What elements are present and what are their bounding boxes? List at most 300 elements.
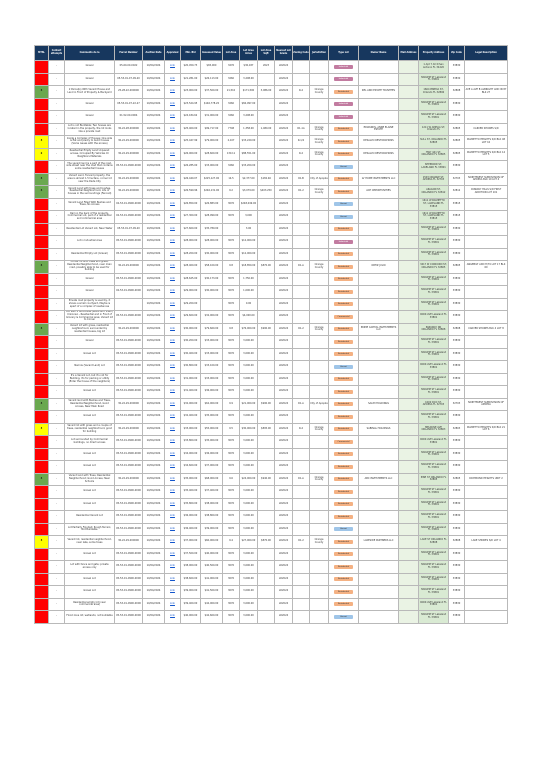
parcel-cell: 05-53-01-0900-0000 (115, 336, 143, 349)
zoning-cell: R1-A (293, 473, 310, 486)
bid-cell: $29,200.00 (181, 298, 201, 311)
table-row[interactable] (35, 436, 508, 449)
appraisal-cell[interactable]: Link (165, 173, 181, 186)
owner-cell: ABC INVESTMENTS LLC (359, 473, 399, 486)
appraisal-cell[interactable]: Link (165, 361, 181, 374)
grade-cell: LD2024 (275, 598, 293, 611)
grade-cell: LD2024 (275, 573, 293, 586)
appraisal-cell[interactable]: Link (165, 448, 181, 461)
zip-cell: 33830 (449, 448, 465, 461)
column-header[interactable]: Assessed Value (201, 46, 223, 61)
grade-cell: LD2024 (275, 523, 293, 536)
acres-cell: $84,997.00 (240, 98, 258, 111)
table-row[interactable] (35, 186, 508, 199)
lot-type-badge: Residential (334, 465, 353, 469)
appraisal-cell[interactable]: Link (165, 161, 181, 174)
owner-cell (359, 161, 399, 174)
appraisal-cell[interactable]: Link (165, 198, 181, 211)
column-header[interactable]: Comments de la (65, 46, 115, 61)
comment-cell: The vacant land is a part of the road, side street near the road that contains some residential houses (65, 161, 115, 174)
table-row[interactable] (35, 611, 508, 624)
appraisal-cell[interactable]: Link (165, 136, 181, 149)
table-row[interactable] (35, 473, 508, 486)
column-header[interactable]: Type Lot (329, 46, 359, 61)
table-row[interactable] (35, 323, 508, 336)
comment-cell: It's a Vacant Lot, but it's not for Building, it's for parking or utility (Enter the house of the neighbors) (65, 373, 115, 386)
juris-cell (310, 436, 329, 449)
date-cell: 10/04/2024 (143, 323, 165, 336)
appraisal-cell[interactable]: Link (165, 436, 181, 449)
prop-cell: HARLEM ST Lakeland FL 33801 (419, 511, 449, 524)
column-header[interactable]: Zip Code (449, 46, 465, 61)
table-body (35, 61, 508, 624)
lot-type-cell (329, 473, 359, 486)
prop-cell: ARAGON ST, ORLANDO FL 32812 (419, 186, 449, 199)
area-cell: 9.4 (223, 536, 240, 549)
acres-cell: $4,000.00 (240, 311, 258, 324)
legal-cell (465, 211, 508, 224)
prop-cell: HARLEM ST Lakeland FL 33801 (419, 448, 449, 461)
parcel-cell: 05-53-01-07-22-27 (115, 98, 143, 111)
bid-cell: $29,600.00 (181, 311, 201, 324)
appraisal-cell[interactable]: Link (165, 123, 181, 136)
appraisal-cell[interactable]: Link (165, 423, 181, 436)
appraisal-cell[interactable]: Link (165, 111, 181, 124)
appraisal-cell[interactable]: Link (165, 561, 181, 574)
area-cell: 3076 (223, 561, 240, 574)
juris-cell: Orange County (310, 123, 329, 136)
sqft-cell (258, 286, 275, 299)
acres-cell: $12,000.00 (240, 236, 258, 249)
appraisal-cell[interactable]: Link (165, 261, 181, 274)
assessed-cell: $33,000.00 (201, 161, 223, 174)
legal-cell (465, 336, 508, 349)
lot-type-cell (329, 123, 359, 136)
juris-cell (310, 98, 329, 111)
owner-cell (359, 211, 399, 224)
juris-cell (310, 336, 329, 349)
prop-cell: 1611 W PALMETTO ST, LAKELAND FL 33815 (419, 211, 449, 224)
column-header[interactable]: Appraisal (165, 46, 181, 61)
table-row[interactable] (35, 386, 508, 399)
legal-cell (465, 411, 508, 424)
table-row[interactable] (35, 248, 508, 261)
lot-type-badge: Residential (334, 227, 353, 231)
lot-type-cell (329, 348, 359, 361)
column-header[interactable]: Min. Bid (181, 46, 201, 61)
owner-cell (359, 598, 399, 611)
lot-type-cell (329, 73, 359, 86)
column-header[interactable]: Auction Date (143, 46, 165, 61)
appraisal-cell[interactable]: Link (165, 473, 181, 486)
appraisal-cell[interactable]: Link (165, 611, 181, 624)
mail-cell (399, 73, 419, 86)
appraisal-cell[interactable]: Link (165, 73, 181, 86)
table-row[interactable] (35, 98, 508, 111)
appraisal-cell[interactable]: Link (165, 548, 181, 561)
assessed-cell: $41,500.00 (201, 586, 223, 599)
appraisal-cell[interactable]: Link (165, 523, 181, 536)
lot-type-badge: Industrial (334, 77, 353, 81)
appraisal-cell[interactable]: Link (165, 223, 181, 236)
date-cell: 10/04/2024 (143, 336, 165, 349)
appraisal-cell[interactable]: Link (165, 486, 181, 499)
attempts-cell: - (49, 373, 65, 386)
mail-cell (399, 336, 419, 349)
lot-type-cell (329, 236, 359, 249)
table-row[interactable] (35, 123, 508, 136)
column-header[interactable]: Jurisdiction (310, 46, 329, 61)
acres-cell: 3,000.00 (240, 598, 258, 611)
date-cell: 10/04/2024 (143, 86, 165, 99)
bid-cell: $32,000.00 (181, 398, 201, 411)
parcel-cell: 05-53-01-0900-0000 (115, 573, 143, 586)
table-row[interactable] (35, 148, 508, 161)
date-cell: 10/04/2024 (143, 223, 165, 236)
zoning-cell: R-2 (293, 148, 310, 161)
juris-cell (310, 248, 329, 261)
score-cell (35, 436, 49, 449)
appraisal-cell[interactable]: Link (165, 311, 181, 324)
zoning-cell (293, 561, 310, 574)
prop-cell: HWY 441 ST, ORLANDO FL 32805 (419, 148, 449, 161)
mail-cell (399, 261, 419, 274)
appraisal-cell[interactable]: Link (165, 336, 181, 349)
grade-cell: LD2024 (275, 236, 293, 249)
appraisal-cell[interactable]: Link (165, 248, 181, 261)
score-cell (35, 373, 49, 386)
appraisal-cell[interactable]: Link (165, 236, 181, 249)
assessed-cell: $28,600.00 (201, 148, 223, 161)
assessed-cell: $26,883.00 (201, 198, 223, 211)
table-row[interactable] (35, 298, 508, 311)
table-row[interactable] (35, 536, 508, 549)
score-cell: 4 (35, 173, 49, 186)
zoning-cell (293, 548, 310, 561)
assessed-cell: $30,000.00 (201, 248, 223, 261)
comment-cell: Lot is not Buildable; Two houses are located in the property, the lot looks like a private road (65, 123, 115, 136)
area-cell: 3076 (223, 448, 240, 461)
legal-cell (465, 436, 508, 449)
grade-cell: LD2024 (275, 336, 293, 349)
table-row[interactable] (35, 598, 508, 611)
area-cell: 3076 (223, 498, 240, 511)
sqft-cell (258, 461, 275, 474)
bid-cell: $27,600.00 (181, 223, 201, 236)
mail-cell (399, 236, 419, 249)
sqft-cell: $895.00 (258, 423, 275, 436)
comment-cell: Private road property is used by, it shows a small courtyard, Maybe is apart of a complex of residences (65, 298, 115, 311)
score-cell: 4 (35, 398, 49, 411)
table-row[interactable] (35, 198, 508, 211)
table-row[interactable] (35, 398, 508, 411)
table-row[interactable] (35, 498, 508, 511)
area-cell: 3076 (223, 461, 240, 474)
table-row[interactable] (35, 373, 508, 386)
table-row[interactable] (35, 423, 508, 436)
table-row[interactable] (35, 73, 508, 86)
appraisal-cell[interactable]: Link (165, 148, 181, 161)
mail-cell (399, 161, 419, 174)
table-row[interactable] (35, 411, 508, 424)
owner-cell (359, 523, 399, 536)
table-row[interactable] (35, 211, 508, 224)
table-row[interactable] (35, 311, 508, 324)
zoning-cell (293, 161, 310, 174)
lot-type-cell (329, 498, 359, 511)
lot-type-badge: Vacant (334, 215, 353, 219)
column-header[interactable]: MTSL (35, 46, 49, 61)
attempts-cell: - (49, 198, 65, 211)
owner-cell (359, 498, 399, 511)
bid-cell: $32,400.00 (181, 411, 201, 424)
zip-cell: 33830 (449, 436, 465, 449)
prop-cell: HARLEM ST Lakeland FL 33801 (419, 386, 449, 399)
grade-cell: LD2024 (275, 461, 293, 474)
grade-cell: LD2024 (275, 611, 293, 624)
appraisal-cell[interactable]: Link (165, 373, 181, 386)
mail-cell (399, 223, 419, 236)
zip-cell: 33830 (449, 348, 465, 361)
area-cell: 3260 (223, 73, 240, 86)
juris-cell (310, 561, 329, 574)
prop-cell: HARLEM ST Lakeland FL 33801 (419, 486, 449, 499)
table-row[interactable] (35, 61, 508, 74)
lot-type-cell (329, 323, 359, 336)
area-cell: 3076 (223, 411, 240, 424)
table-row[interactable] (35, 548, 508, 561)
prop-cell: PARKWAY DR ORLANDO FL 32808 (419, 323, 449, 336)
appraisal-cell[interactable]: Link (165, 411, 181, 424)
zip-cell: 33830 (449, 111, 465, 124)
parcel-cell: 02-53-01-0900-0000 (115, 198, 143, 211)
appraisal-cell[interactable]: Link (165, 586, 181, 599)
appraisal-cell[interactable]: Link (165, 286, 181, 299)
zip-cell: 33830 (449, 161, 465, 174)
prop-cell: 1611 W PALMETTO ST, LAKELAND FL 33815 (419, 198, 449, 211)
sqft-cell (258, 361, 275, 374)
table-row[interactable] (35, 86, 508, 99)
zoning-cell (293, 98, 310, 111)
table-row[interactable] (35, 273, 508, 286)
comment-cell: Vacant Land with trees and bushes, Residential Neighborhood, lots of houses in the surroundings (Fenced) (65, 186, 115, 199)
attempts-cell: - (49, 111, 65, 124)
table-row[interactable] (35, 511, 508, 524)
appraisal-cell[interactable]: Link (165, 386, 181, 399)
table-row[interactable] (35, 523, 508, 536)
date-cell: 10/04/2024 (143, 386, 165, 399)
table-row[interactable] (35, 223, 508, 236)
zip-cell: 32703 (449, 398, 465, 411)
juris-cell: Orange County (310, 261, 329, 274)
owner-cell (359, 436, 399, 449)
table-row[interactable] (35, 261, 508, 274)
prop-cell: HARLEM ST Lakeland FL 33801 (419, 73, 449, 86)
bid-cell: $28,000.00 (181, 236, 201, 249)
grade-cell: LD2024 (275, 473, 293, 486)
area-cell: 3076 (223, 298, 240, 311)
legal-cell: CONWAY HILLS S/D FIRST ADDITION LOT 101 (465, 186, 508, 199)
lot-type-badge: Residential (334, 590, 353, 594)
table-row[interactable] (35, 586, 508, 599)
owner-cell: DESALVO RESTORATIONS (359, 148, 399, 161)
appraisal-cell[interactable]: Link (165, 98, 181, 111)
grade-cell: LD2024 (275, 386, 293, 399)
column-header[interactable]: Lot Area Acres (240, 46, 258, 61)
table-row[interactable] (35, 173, 508, 186)
column-header[interactable]: Zoning Code (293, 46, 310, 61)
lot-type-cell (329, 573, 359, 586)
table-row[interactable] (35, 461, 508, 474)
table-row[interactable] (35, 336, 508, 349)
comment-cell: Residential Empty Lot (Gravel) (65, 248, 115, 261)
score-cell: 4 (35, 261, 49, 274)
owner-cell (359, 411, 399, 424)
column-header[interactable]: Contact attempts (49, 46, 65, 61)
score-cell (35, 236, 49, 249)
appraisal-cell[interactable]: Link (165, 61, 181, 74)
grade-cell: LD2024 (275, 561, 293, 574)
attempts-cell: - (49, 561, 65, 574)
appraisal-cell[interactable]: Link (165, 86, 181, 99)
parcel-cell: 05-53-01-07-09-20 (115, 223, 143, 236)
zoning-cell (293, 211, 310, 224)
lot-type-badge: Vacant (334, 202, 353, 206)
grade-cell: LD2024 (275, 548, 293, 561)
acres-cell: 1,358.00 (240, 123, 258, 136)
lot-type-badge: Industrial (334, 115, 353, 119)
lot-type-badge: Residential (334, 252, 353, 256)
mail-cell (399, 186, 419, 199)
zip-cell: 33830 (449, 573, 465, 586)
sqft-cell (258, 148, 275, 161)
appraisal-cell[interactable]: Link (165, 598, 181, 611)
legal-cell (465, 198, 508, 211)
prop-cell: HARLEM ST Lakeland FL 33801 (419, 573, 449, 586)
column-header[interactable]: Legal Description (465, 46, 508, 61)
appraisal-cell[interactable]: Link (165, 461, 181, 474)
table-row[interactable] (35, 111, 508, 124)
appraisal-cell[interactable]: Link (165, 323, 181, 336)
legal-cell (465, 461, 508, 474)
score-cell: 2 (35, 148, 49, 161)
appraisal-cell[interactable]: Link (165, 511, 181, 524)
column-header[interactable]: Owner Name (359, 46, 399, 61)
appraisal-cell[interactable]: Link (165, 211, 181, 224)
bid-cell: $35,400.00 (181, 486, 201, 499)
lot-type-cell (329, 448, 359, 461)
column-header[interactable]: Parcel Number (115, 46, 143, 61)
area-cell: 3260 (223, 161, 240, 174)
table-row[interactable] (35, 236, 508, 249)
acres-cell: $33,229.00 (240, 136, 258, 149)
table-row[interactable] (35, 561, 508, 574)
appraisal-cell[interactable]: Link (165, 273, 181, 286)
zoning-cell (293, 248, 310, 261)
acres-cell: $3,079.00 (240, 186, 258, 199)
prop-cell: HARLEM ST Lakeland FL 33801 (419, 498, 449, 511)
appraisal-cell[interactable]: Link (165, 498, 181, 511)
table-row[interactable] (35, 361, 508, 374)
column-header[interactable]: Lot Area (223, 46, 240, 61)
lot-type-badge: Vacant (334, 165, 353, 169)
lot-type-badge: Residential (334, 327, 353, 331)
assessed-cell: $31,000.00 (201, 111, 223, 124)
comment-cell: Flood zone lot; wetlands; not buildable (65, 611, 115, 624)
legal-cell: CARVER SHORES BLK 4 LOT 8 (465, 323, 508, 336)
sqft-cell (258, 73, 275, 86)
area-cell: 3076 (223, 436, 240, 449)
assessed-cell: $36,000.00 (201, 386, 223, 399)
lot-type-cell (329, 386, 359, 399)
legal-cell (465, 586, 508, 599)
sqft-cell: $940.00 (258, 473, 275, 486)
appraisal-cell[interactable]: Link (165, 398, 181, 411)
appraisal-cell[interactable]: Link (165, 573, 181, 586)
bid-cell: $24,184.62 (181, 111, 201, 124)
table-row[interactable] (35, 348, 508, 361)
table-row[interactable] (35, 573, 508, 586)
column-header[interactable]: Lot Area Sqft (258, 46, 275, 61)
table-row[interactable] (35, 286, 508, 299)
table-row[interactable] (35, 136, 508, 149)
comment-cell: Lot in Industrial Area (65, 236, 115, 249)
bid-cell: $36,400.00 (181, 523, 201, 536)
appraisal-cell[interactable]: Link (165, 298, 181, 311)
comment-cell: Narrow (Vacant Land) Lot (65, 361, 115, 374)
legal-cell: RICHMOND HEIGHTS UNIT 2 (465, 473, 508, 486)
mail-cell (399, 561, 419, 574)
attempts-cell: - (49, 386, 65, 399)
column-header[interactable]: Property Address (419, 46, 449, 61)
bid-cell: $31,000.00 (181, 373, 201, 386)
legal-cell (465, 511, 508, 524)
juris-cell (310, 523, 329, 536)
sqft-cell (258, 336, 275, 349)
zip-cell: 33830 (449, 311, 465, 324)
column-header[interactable]: Mail Address (399, 46, 419, 61)
assessed-cell: $60,000.00 (201, 536, 223, 549)
grade-cell: LD2024 (275, 273, 293, 286)
zip-cell: 32805 (449, 261, 465, 274)
mail-cell (399, 273, 419, 286)
legal-cell (465, 73, 508, 86)
zoning-cell: R1-2 (293, 536, 310, 549)
column-header[interactable]: Nearest Lot Grade (275, 46, 293, 61)
sqft-cell (258, 486, 275, 499)
assessed-cell: $62,000.00 (201, 398, 223, 411)
prop-cell: HARLEM ST Lakeland FL 33801 (419, 411, 449, 424)
header-row (35, 46, 508, 61)
appraisal-cell[interactable]: Link (165, 348, 181, 361)
juris-cell: Orange County (310, 148, 329, 161)
appraisal-cell[interactable]: Link (165, 186, 181, 199)
legal-cell (465, 248, 508, 261)
acres-cell: 3,000.00 (240, 411, 258, 424)
table-row[interactable] (35, 161, 508, 174)
juris-cell (310, 461, 329, 474)
table-row[interactable] (35, 486, 508, 499)
date-cell: 10/04/2024 (143, 523, 165, 536)
appraisal-cell[interactable]: Link (165, 536, 181, 549)
acres-cell: 3,208.00 (240, 73, 258, 86)
score-cell (35, 161, 49, 174)
table-row[interactable] (35, 448, 508, 461)
mail-cell (399, 448, 419, 461)
acres-cell: $24,000.00 (240, 473, 258, 486)
comment-cell: Gravel (65, 286, 115, 299)
zoning-cell (293, 411, 310, 424)
